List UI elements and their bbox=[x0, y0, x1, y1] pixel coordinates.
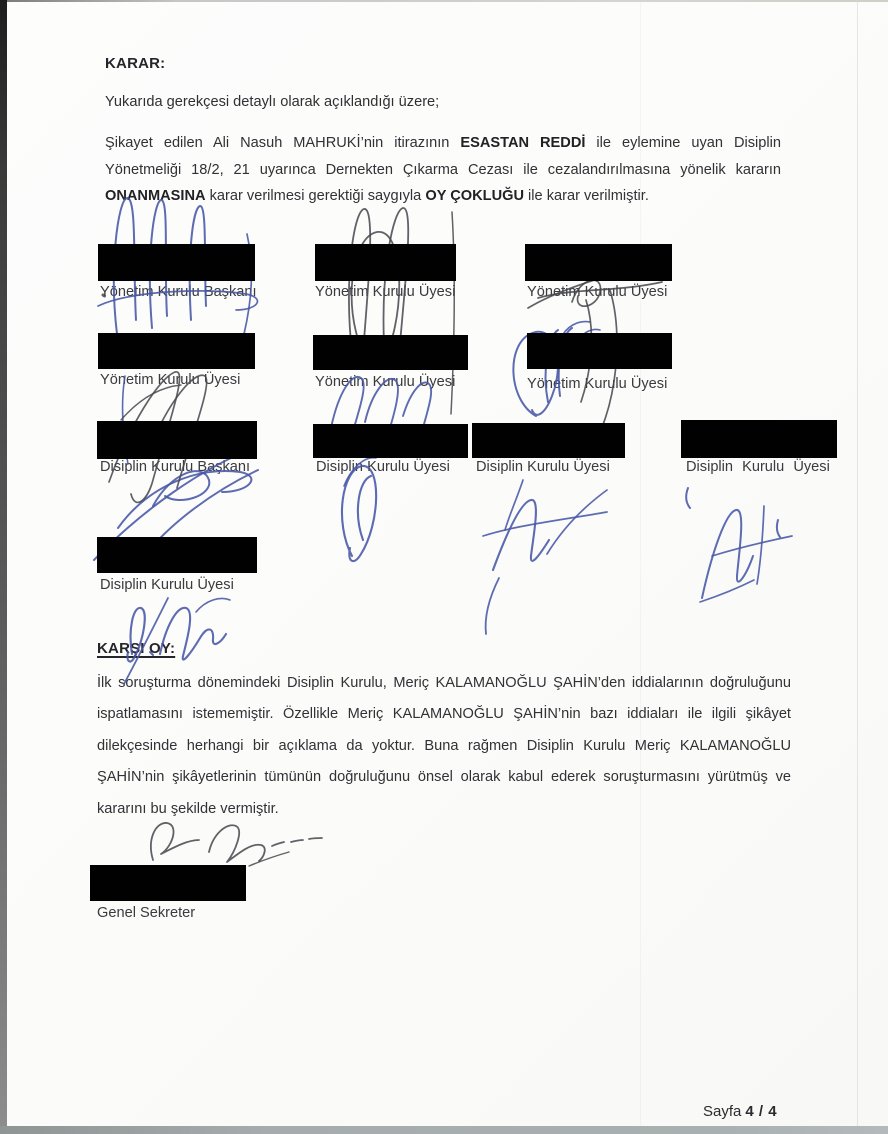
redaction-bar bbox=[313, 335, 468, 370]
decision-body: Şikayet edilen Ali Nasuh MAHRUKİ’nin itirazının ESASTAN REDDİ ile eylemine uyan Disiplin Yönetmeliği 18/2, 21 uyarınca Dernekten Çıkarma Cezası ile cezalandırılmasına yönelik kararın ONANMASINA karar verilmesi gerektiği saygıyla OY ÇOKLUĞU ile karar verilmiştir. bbox=[105, 135, 781, 204]
signature-ink-secretary bbox=[151, 823, 322, 866]
redaction-bar bbox=[315, 244, 456, 281]
scan-edge-left bbox=[0, 0, 7, 1134]
signatory-title: Yönetim Kurulu Üyesi bbox=[527, 284, 668, 300]
signatory-title: Disiplin Kurulu Üyesi bbox=[686, 459, 830, 475]
secretary-title: Genel Sekreter bbox=[97, 905, 196, 921]
scan-edge-top bbox=[0, 0, 888, 2]
signatory-title: Yönetim Kurulu Üyesi bbox=[315, 284, 456, 300]
redaction-bar bbox=[97, 421, 257, 459]
signature-ink-r3c4 bbox=[686, 488, 792, 602]
redaction-bar bbox=[527, 333, 672, 369]
redaction-bar bbox=[472, 423, 625, 458]
signatory-title: Disiplin Kurulu Üyesi bbox=[100, 577, 234, 593]
signatory-title: Yönetim Kurulu Üyesi bbox=[527, 376, 668, 392]
signatory-title: Yönetim Kurulu Üyesi bbox=[100, 372, 241, 388]
redaction-bar bbox=[525, 244, 672, 281]
redaction-bar bbox=[681, 420, 837, 458]
page-number-label: Sayfa bbox=[703, 1103, 742, 1120]
scan-edge-bottom bbox=[0, 1126, 888, 1134]
dissent-heading: KARŞI OY: bbox=[97, 640, 176, 657]
signatory-title: Disiplin Kurulu Başkanı bbox=[100, 459, 251, 475]
redaction-bar bbox=[98, 333, 255, 369]
redaction-bar bbox=[98, 244, 255, 281]
signatory-title: Yönetim Kurulu Başkanı bbox=[100, 284, 257, 300]
signatory-title: Disiplin Kurulu Üyesi bbox=[316, 459, 450, 475]
signatory-title: Yönetim Kurulu Üyesi bbox=[315, 374, 456, 390]
decision-bold-esastan-reddi: ESASTAN REDDİ bbox=[460, 135, 586, 151]
decision-heading: KARAR: bbox=[105, 55, 166, 72]
signatory-title: Disiplin Kurulu Üyesi bbox=[476, 459, 610, 475]
redaction-bar bbox=[313, 424, 468, 458]
page-number-value: 4 / 4 bbox=[745, 1103, 778, 1120]
decision-intro: Yukarıda gerekçesi detaylı olarak açıklandığı üzere; bbox=[105, 94, 440, 110]
dissent-body: İlk soruşturma dönemindeki Disiplin Kurulu, Meriç KALAMANOĞLU ŞAHİN’den iddialarının doğruluğunu ispatlamasını istememiştir. Özellikle Meriç KALAMANOĞLU ŞAHİN’nin bazı iddiaları ile ilgili şikâyet dilekçesinde herhangi bir açıklama da yoktur. Buna rağmen Disiplin Kurulu Meriç KALAMANOĞLU ŞAHİN’nin şikâyetlerinin tümünün doğruluğunu önsel olarak kabul ederek soruşturmasını yürütmüş ve kararını bu şekilde vermiştir. bbox=[97, 675, 791, 817]
decision-bold-oy-coklugu: OY ÇOKLUĞU bbox=[425, 188, 524, 204]
paper-crease bbox=[857, 2, 858, 1126]
page-number bbox=[703, 1103, 777, 1120]
signature-ink-r3c3 bbox=[483, 480, 607, 634]
decision-body-text: Şikayet edilen Ali Nasuh MAHRUKİ’nin itirazının bbox=[105, 135, 461, 151]
redaction-bar bbox=[90, 865, 246, 901]
decision-bold-onanmasina: ONANMASINA bbox=[105, 188, 206, 204]
redaction-bar bbox=[97, 537, 257, 573]
